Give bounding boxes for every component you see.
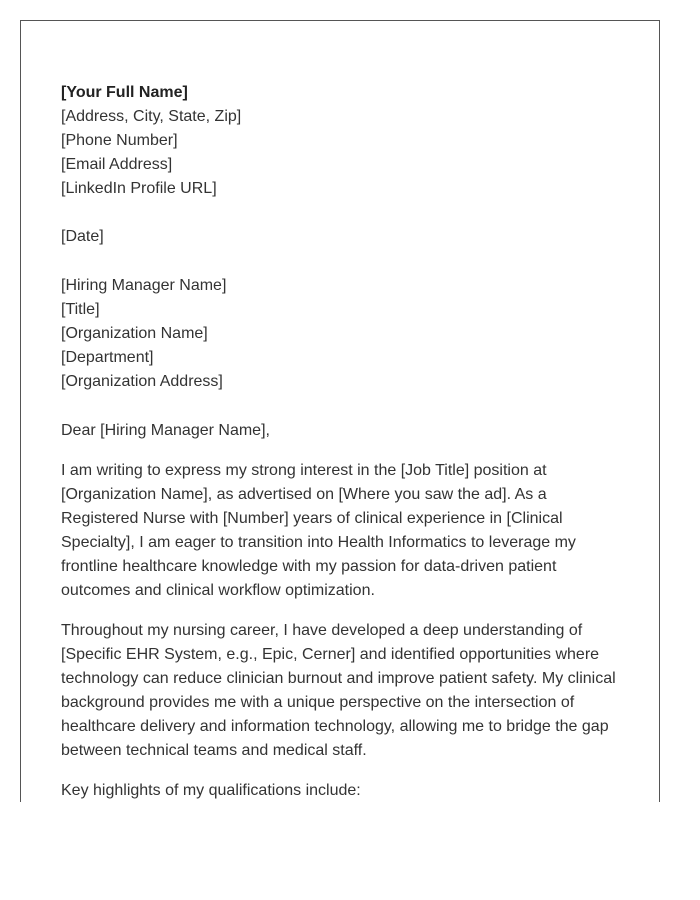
spacer [61, 201, 621, 225]
recipient-department: [Department] [61, 349, 154, 366]
letter-content [61, 81, 621, 802]
body-paragraph: I am writing to express my strong interest in the [Job Title] position at [Organization Name], as advertised on [Where you saw the ad]. As a Registered Nurse with [Number] years of clinical experience in [Clinical Specialty], I am eager to transition into Health Informatics to leverage my frontline healthcare knowledge with my passion for data-driven patient outcomes and clinical workflow optimization. [61, 462, 576, 599]
sender-name: [Your Full Name] [61, 84, 188, 101]
body-paragraph: Throughout my nursing career, I have developed a deep understanding of [Specific EHR System, e.g., Epic, Cerner] and identified opportunities where technology can reduce clinician burnout and improve patient safety. My clinical background provides me with a unique perspective on the intersection of healthcare delivery and information technology, allowing me to bridge the gap between technical teams and medical staff. [61, 622, 616, 759]
recipient-title: [Title] [61, 301, 100, 318]
spacer [61, 603, 621, 619]
sender-address: [Address, City, State, Zip] [61, 108, 242, 125]
spacer [61, 763, 621, 779]
sender-email: [Email Address] [61, 156, 173, 173]
recipient-block [61, 274, 621, 394]
salutation: Dear [Hiring Manager Name], [61, 422, 270, 439]
spacer [61, 249, 621, 274]
recipient-name: [Hiring Manager Name] [61, 277, 227, 294]
letter-page [20, 20, 660, 802]
recipient-address: [Organization Address] [61, 373, 223, 390]
recipient-organization: [Organization Name] [61, 325, 208, 342]
highlights-intro: Key highlights of my qualifications include: [61, 782, 361, 799]
sender-phone: [Phone Number] [61, 132, 178, 149]
spacer [61, 443, 621, 459]
sender-block [61, 81, 621, 201]
sender-linkedin: [LinkedIn Profile URL] [61, 180, 217, 197]
letter-date: [Date] [61, 228, 104, 245]
spacer [61, 394, 621, 419]
